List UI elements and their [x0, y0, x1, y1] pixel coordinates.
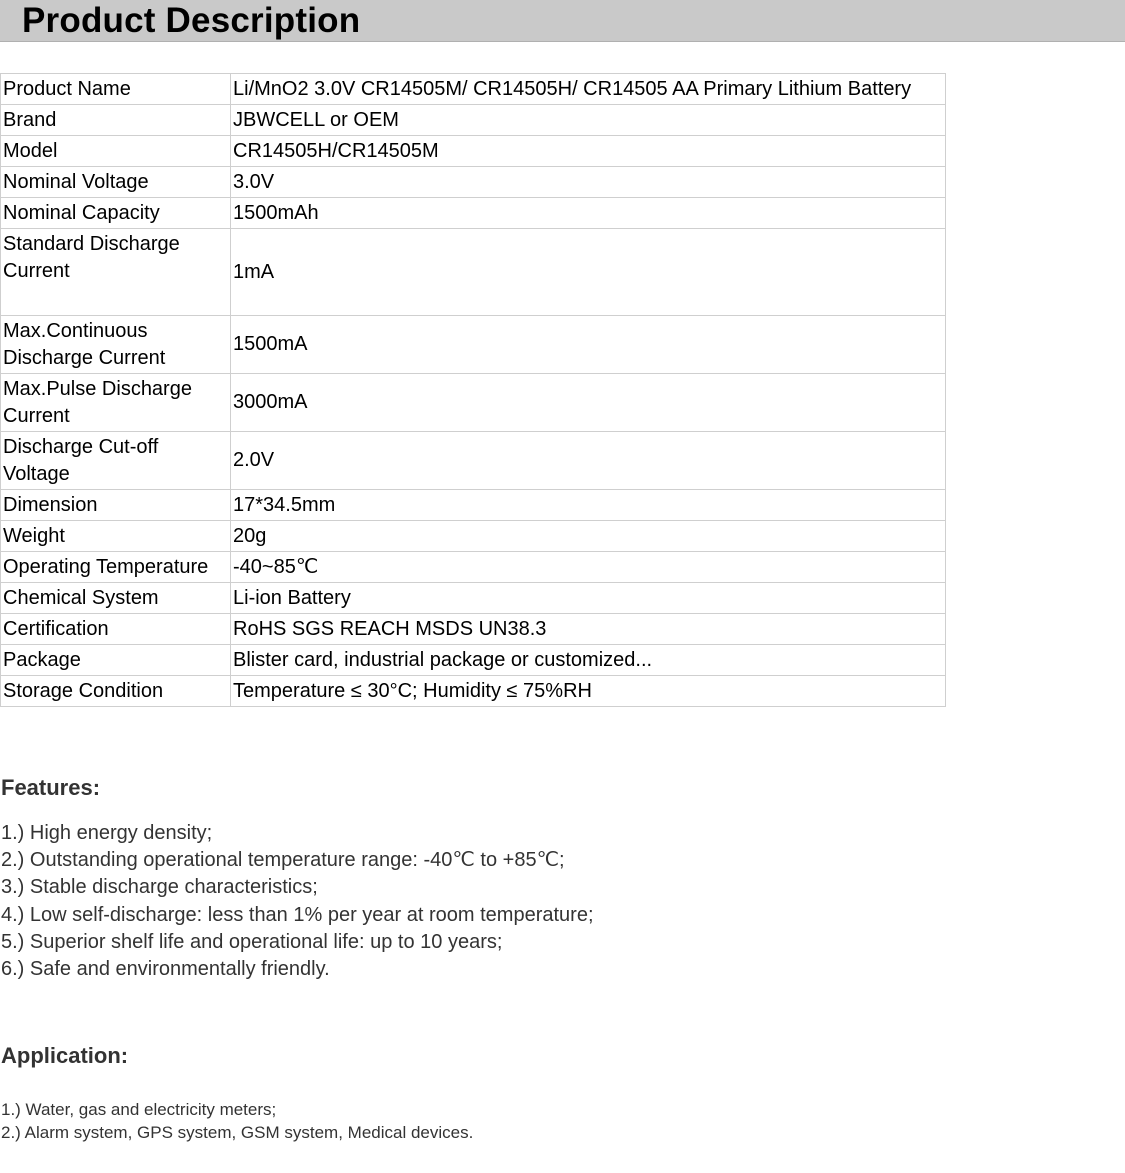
spec-value: RoHS SGS REACH MSDS UN38.3 — [231, 614, 946, 645]
spec-value: 20g — [231, 521, 946, 552]
spec-label: Max.Continuous Discharge Current — [1, 316, 231, 374]
spec-label: Standard Discharge Current — [1, 229, 231, 316]
table-row — [1, 521, 946, 552]
spec-value: JBWCELL or OEM — [231, 105, 946, 136]
spec-label: Package — [1, 645, 231, 676]
table-row — [1, 583, 946, 614]
spec-label: Model — [1, 136, 231, 167]
table-row — [1, 167, 946, 198]
spec-label: Storage Condition — [1, 676, 231, 707]
spec-label: Discharge Cut-off Voltage — [1, 432, 231, 490]
list-item: 4.) Low self-discharge: less than 1% per year at room temperature; — [1, 903, 594, 926]
spec-value: 1500mA — [231, 316, 946, 374]
list-item: 1.) High energy density; — [1, 822, 213, 844]
spec-label: Product Name — [1, 74, 231, 105]
spec-label: Max.Pulse Discharge Current — [1, 374, 231, 432]
table-row — [1, 374, 946, 432]
table-row — [1, 229, 946, 316]
table-row — [1, 676, 946, 707]
list-item: 6.) Safe and environmentally friendly. — [1, 958, 330, 981]
spec-table — [0, 73, 946, 707]
spec-value: Li-ion Battery — [231, 583, 946, 614]
application-list — [1, 1098, 473, 1144]
spec-value: -40~85℃ — [231, 552, 946, 583]
spec-label: Chemical System — [1, 583, 231, 614]
spec-label: Dimension — [1, 490, 231, 521]
spec-value: 3000mA — [231, 374, 946, 432]
features-list — [1, 820, 594, 983]
list-item: 2.) Alarm system, GPS system, GSM system, Medical devices. — [1, 1123, 474, 1142]
page-title: Product Description — [22, 1, 361, 40]
spec-label: Brand — [1, 105, 231, 136]
list-item: 5.) Superior shelf life and operational life: up to 10 years; — [1, 930, 503, 953]
spec-value: 1mA — [231, 229, 946, 316]
spec-value: 3.0V — [231, 167, 946, 198]
features-heading: Features: — [1, 775, 101, 800]
spec-label: Operating Temperature — [1, 552, 231, 583]
table-row — [1, 432, 946, 490]
list-item: 3.) Stable discharge characteristics; — [1, 876, 318, 899]
spec-value: Li/MnO2 3.0V CR14505M/ CR14505H/ CR14505 AA Primary Lithium Battery — [231, 74, 946, 105]
table-row — [1, 105, 946, 136]
list-item: 2.) Outstanding operational temperature range: -40℃ to +85℃; — [1, 849, 565, 872]
table-row — [1, 198, 946, 229]
spec-label: Nominal Voltage — [1, 167, 231, 198]
list-item: 1.) Water, gas and electricity meters; — [1, 1100, 277, 1119]
spec-value: 17*34.5mm — [231, 490, 946, 521]
table-row — [1, 316, 946, 374]
table-row — [1, 136, 946, 167]
spec-label: Weight — [1, 521, 231, 552]
table-row — [1, 74, 946, 105]
table-row — [1, 552, 946, 583]
table-row — [1, 614, 946, 645]
table-row — [1, 490, 946, 521]
spec-value: Blister card, industrial package or customized... — [231, 645, 946, 676]
spec-label: Nominal Capacity — [1, 198, 231, 229]
section-header-bar — [0, 0, 1125, 42]
spec-value: 2.0V — [231, 432, 946, 490]
spec-value: 1500mAh — [231, 198, 946, 229]
spec-value: Temperature ≤ 30°C; Humidity ≤ 75%RH — [231, 676, 946, 707]
application-heading: Application: — [1, 1043, 129, 1068]
spec-label: Certification — [1, 614, 231, 645]
spec-value: CR14505H/CR14505M — [231, 136, 946, 167]
table-row — [1, 645, 946, 676]
